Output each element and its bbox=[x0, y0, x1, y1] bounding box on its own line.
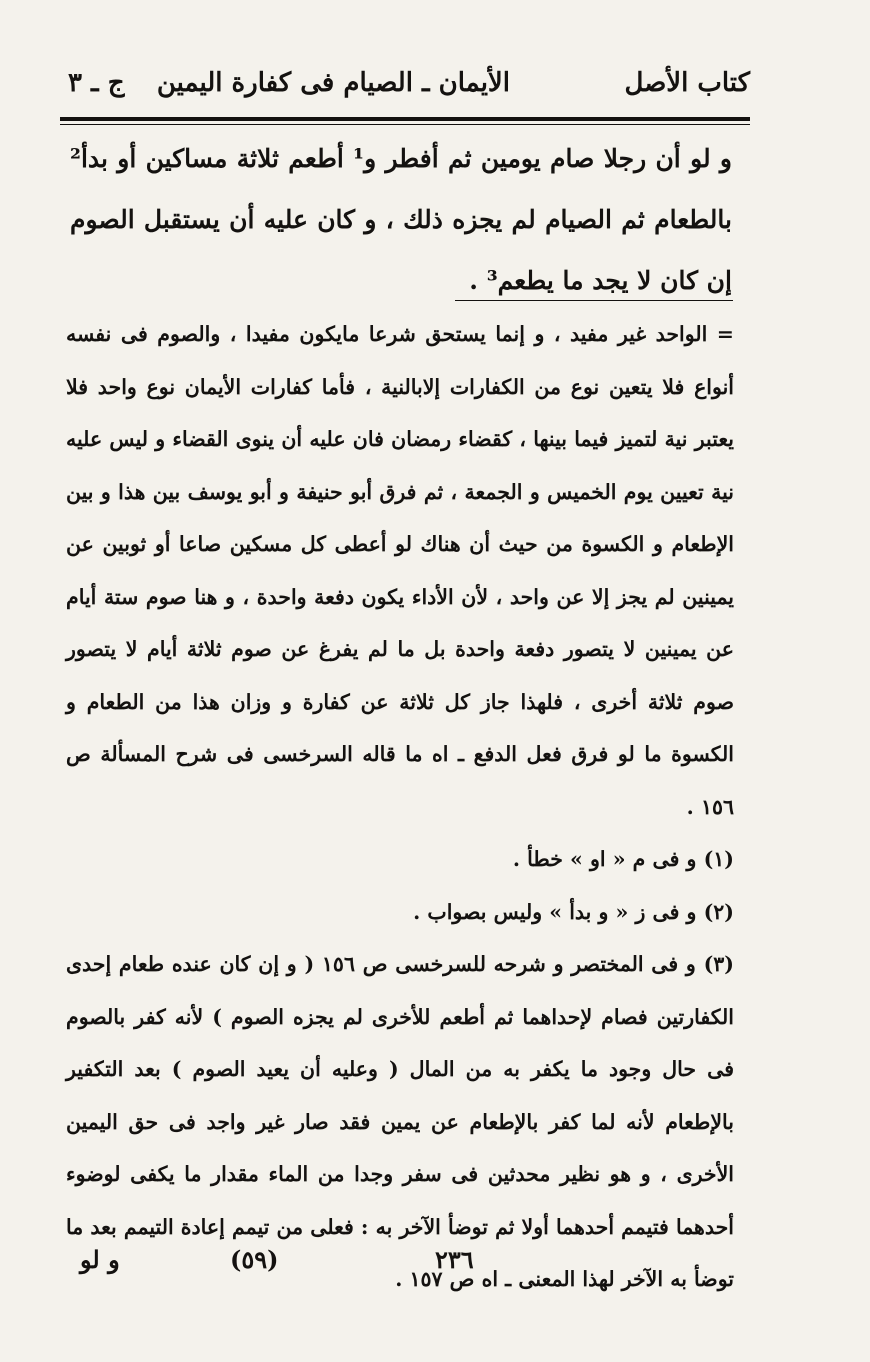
footnote-separator bbox=[455, 300, 733, 301]
volume-number: ج ـ ٣ bbox=[68, 68, 125, 98]
page-footer bbox=[70, 1245, 750, 1285]
footnote-2: (٢) و فى ز « و بدأ » وليس بصواب . bbox=[413, 899, 734, 924]
catchword: و لو bbox=[80, 1245, 120, 1274]
main-text: و لو أن رجلا صام يومين ثم أفطر و¹ أطعم ثلاثة مساكين أو بدأ² بالطعام ثم الصيام لم يجزه ذلك ، و كان عليه أن يستقبل الصوم إن كان لا يجد ما يطعم³ . bbox=[70, 144, 732, 295]
header-rule-thick bbox=[60, 117, 750, 121]
footnote-3: (٣) و فى المختصر و شرحه للسرخسى ص ١٥٦ ( و إن كان عنده طعام إحدى الكفارتين فصام لإحداهما ثم أطعم للأخرى لم يجزه الصوم ) لأنه كفر بالصوم فى حال وجود ما يكفر به من المال ( وعليه أن يعيد الصوم ) بعد التكفير بالإطعام لأنه لما كفر بالإطعام عن يمين فقد صار غير واجد فى حق اليمين الأخرى ، و هو نظير محدثين فى سفر وجدا من الماء مقدار ما يكفى لوضوء أحدهما فتيمم أحدهما أولا ثم توضأ الآخر به : فعلى من تيمم إعادة التيمم بعد ما توضأ به الآخر لهذا المعنى ـ اه ص ١٥٧ . bbox=[66, 952, 734, 1291]
footnote-continuation: = الواحد غير مفيد ، و إنما يستحق شرعا مايكون مفيدا ، والصوم فى نفسه أنواع فلا يتعين نوع من الكفارات إلابالنية ، فأما كفارات الأيمان نوع واحد فلا يعتبر نية لتميز فيما بينها ، كقضاء رمضان فان عليه أن ينوى القضاء و ليس عليه نية تعيين يوم الخميس و الجمعة ، ثم فرق أبو حنيفة و أبو يوسف بين هذا و بين الإطعام و الكسوة من حيث أن هناك لو أعطى كل مسكين صاعا أو ثوبين عن يمينين لم يجز إلا عن واحد ، لأن الأداء يكون دفعة واحدة ، و هنا صوم ستة أيام عن يمينين لا يتصور دفعة واحدة بل ما لم يفرغ عن صوم ثلاثة أيام لا يتصور صوم ثلاثة أخرى ، فلهذا جاز كل ثلاثة عن كفارة و وزان هذا من الطعام و الكسوة ما لو فرق فعل الدفع ـ اه ما قاله السرخسى فى شرح المسألة ص ١٥٦ . bbox=[66, 322, 734, 819]
header-rule-thin bbox=[60, 124, 750, 125]
page-number: ٢٣٦ bbox=[435, 1245, 474, 1274]
section-title: الأيمان ـ الصيام فى كفارة اليمين bbox=[156, 68, 510, 98]
signature-mark: (٥٩) bbox=[230, 1245, 279, 1274]
footnote-1: (١) و فى م « او » خطأ . bbox=[512, 847, 734, 871]
running-header bbox=[60, 60, 750, 112]
footnotes bbox=[66, 308, 734, 1306]
book-title: كتاب الأصل bbox=[624, 68, 750, 98]
